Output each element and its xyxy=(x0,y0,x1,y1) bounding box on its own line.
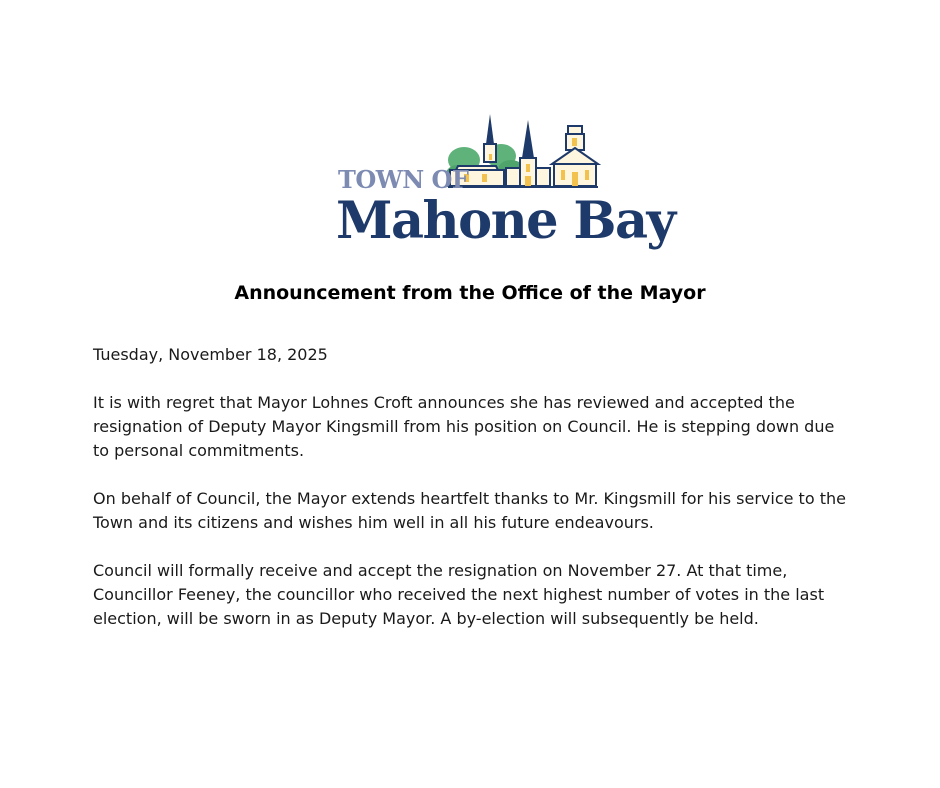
page-title: Announcement from the Office of the Mayor xyxy=(234,282,706,304)
town-logo xyxy=(336,112,675,260)
paragraph-resignation: It is with regret that Mayor Lohnes Croft announces she has reviewed and accepted the resignation of Deputy Mayor Kingsmill from his position on Council. He is stepping down due to personal commitments. xyxy=(93,393,835,460)
three-churches-logo-icon xyxy=(336,112,675,260)
announcement-date: Tuesday, November 18, 2025 xyxy=(93,345,328,364)
paragraph-next-steps: Council will formally receive and accept the resignation on November 27. At that time, Councillor Feeney, the councillor who received the next highest number of votes in the last election, will be sworn in as Deputy Mayor. A by-election will subsequently be held. xyxy=(93,561,825,628)
announcement-body xyxy=(93,343,853,655)
paragraph-thanks: On behalf of Council, the Mayor extends heartfelt thanks to Mr. Kingsmill for his service to the Town and its citizens and wishes him well in all his future endeavours. xyxy=(93,489,846,532)
logo-mahone-bay: Mahone Bay xyxy=(336,191,675,251)
logo-town-of: TOWN OF xyxy=(338,165,469,194)
